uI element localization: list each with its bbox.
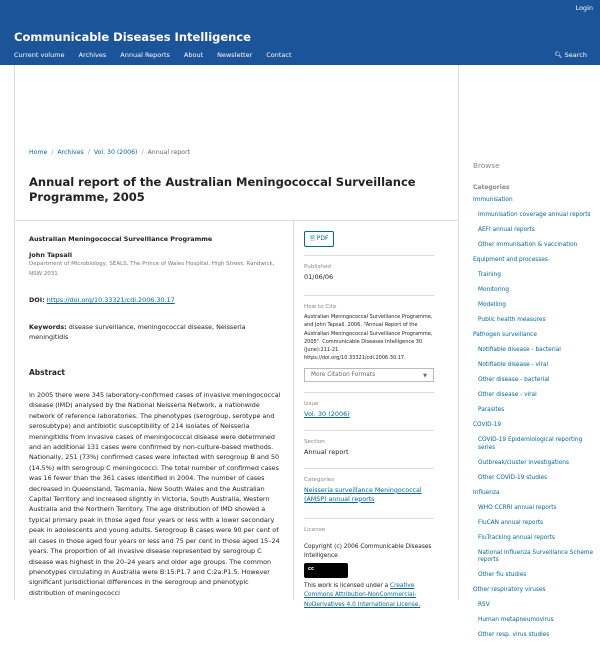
breadcrumb-separator: /	[51, 149, 54, 156]
nav-item-current-volume[interactable]: Current volume	[14, 51, 65, 59]
cc-license-badge[interactable]	[304, 563, 348, 578]
main-nav	[14, 51, 292, 59]
keywords-value: disease surveillance, meningococcal disease, Neisseria meningitidis	[29, 323, 246, 341]
sidebar-item[interactable]: Other disease - viral	[478, 392, 537, 398]
published-label: Published	[304, 264, 331, 270]
sidebar-item[interactable]: COVID-19 Epidemiological reporting series	[478, 437, 583, 451]
published-date: 01/06/06	[304, 273, 334, 281]
sidebar-item[interactable]: Human metapneumovirus	[478, 617, 554, 624]
abstract-heading: Abstract	[29, 368, 66, 377]
pdf-button[interactable]	[304, 231, 334, 247]
keywords-label: Keywords:	[29, 323, 67, 331]
breadcrumb	[29, 149, 190, 156]
license-label: License	[304, 526, 326, 533]
sidebar-item[interactable]: Training	[478, 272, 501, 278]
nav-item-newsletter[interactable]: Newsletter	[217, 51, 253, 59]
sidebar-item[interactable]: FluCAN annual reports	[478, 519, 544, 526]
sidebar-item[interactable]: National Influenza Surveillance Scheme reports	[478, 549, 594, 564]
search-label: Search	[564, 51, 587, 59]
nav-item-about[interactable]: About	[183, 51, 204, 59]
sidebar-item[interactable]: Notifiable disease - bacterial	[478, 347, 561, 353]
breadcrumb-item[interactable]: Home	[29, 149, 48, 156]
sidebar-heading: Browse	[473, 161, 500, 170]
category-link[interactable]: Neisseria surveillance Meningococcal (AMSP) annual reports	[304, 486, 422, 503]
cc-icon: cc	[308, 565, 314, 572]
doi-row	[29, 296, 281, 304]
chevron-down-icon: ▼	[423, 372, 427, 379]
file-icon: 🗎︎	[310, 235, 315, 242]
article-main	[14, 65, 459, 608]
breadcrumb-item: Annual report	[147, 149, 190, 156]
citation-text: Australian Meningococcal Surveillance Programme, and John Tapsall. 2006. "Annual Report of the Australian Meningococcal Surveillance Programme, 2005". Communicable Diseases Intelligence 30 (June):211-21. https://doi.org/10.33321/cdi.2006.30.17.	[304, 314, 433, 362]
nav-item-contact[interactable]: Contact	[266, 51, 292, 59]
nav-item-archives[interactable]: Archives	[78, 51, 107, 59]
nav-item-annual-reports[interactable]: Annual Reports	[120, 51, 170, 59]
citation-formats-label: More Citation Formats	[311, 371, 376, 378]
sidebar-item[interactable]: FluTracking annual reports	[478, 534, 555, 541]
sidebar-item[interactable]: Pathogen surveillance	[473, 332, 537, 338]
doi-label: DOI:	[29, 296, 45, 304]
sidebar-item[interactable]: Monitoring	[478, 287, 509, 293]
author-affiliation: Department of Microbiology, SEALS, The Prince of Wales Hospital, High Street, Randwick, NSW 2031	[29, 261, 275, 277]
sidebar-item[interactable]: Parasites	[478, 407, 505, 413]
sidebar-item[interactable]: Influenza	[473, 489, 500, 496]
site-title[interactable]: Communicable Diseases Intelligence	[14, 30, 251, 44]
article-entry	[29, 235, 281, 598]
cite-label: How to Cite	[304, 304, 337, 310]
author-name: John Tapsall	[29, 251, 73, 259]
copyright-text: Copyright (c) 2006 Communicable Diseases Intelligence	[304, 543, 432, 559]
sidebar	[459, 65, 600, 647]
sidebar-item[interactable]: Immunisation coverage annual reports	[478, 212, 591, 218]
issue-label: Issue	[304, 400, 319, 407]
section-label: Section	[304, 438, 325, 445]
breadcrumb-separator: /	[87, 149, 90, 156]
sidebar-category-list	[473, 197, 600, 640]
issue-link[interactable]: Vol. 30 (2006)	[304, 409, 350, 418]
author-group: Australian Meningococcal Surveillance Programme	[29, 235, 213, 243]
breadcrumb-item[interactable]: Archives	[57, 149, 84, 156]
license-link[interactable]: Creative Commons Attribution-NonCommercial-NoDerivatives 4.0 International License.	[304, 582, 421, 608]
sidebar-item[interactable]: Modelling	[478, 302, 506, 308]
divider	[15, 220, 458, 221]
sidebar-item[interactable]: Other respiratory viruses	[473, 587, 546, 594]
search-icon: 🔍︎	[554, 51, 563, 59]
sidebar-item[interactable]: Outbreak/cluster investigations	[478, 459, 569, 466]
sidebar-item[interactable]: WHO CCRRI annual reports	[478, 504, 557, 511]
sidebar-item[interactable]: Immunisation	[473, 197, 513, 203]
license-text	[304, 582, 434, 611]
doi-link[interactable]: https://doi.org/10.33321/cdi.2006.30.17	[46, 296, 175, 304]
sidebar-item[interactable]: Other disease - bacterial	[478, 377, 550, 383]
sidebar-item[interactable]: RSV	[478, 602, 490, 609]
abstract-text: In 2005 there were 345 laboratory-confirmed cases of invasive meningococcal disease (IMD) analysed by the National Neisseria Network, a nationwide network of reference laboratories. The phenotypes (serogroup, serotype and serosubtype) and antibiotic susceptibility of 214 isolates of Neisseria meningitidis from invasive cases of meningococcal disease were determined and an additional 131 cases were confirmed by non-culture-based methods. Nationally, 251 (73%) confirmed cases were infected with serogroup B and 50 (14.5%) with serogroup C meningococci. The total number of confirmed cases was 16 fewer than the 361 cases identified in 2004. The number of cases decreased in Queensland, Tasmania, New South Wales and the Australian Capital Territory and increased slightly in Victoria, South Australia, Western Australia and the Northern Territory. The age distribution of IMD showed a typical primary peak in those aged four years or less with a lower secondary peak in adolescents and young adults. Serogroup B cases were 90 per cent of all cases in those aged four years or less and 75 per cent in those aged 15–24 years. The proportion of all invasive disease represented by serogroup C disease was highest in the 20–24 years and older age groups. The common phenotypes circulating in Australia were B:15:P1.7 and C:2a:P1.5. However significant jurisdictional differences in the serogroup and phenotypic distribution of meningococci	[29, 391, 281, 597]
sidebar-item[interactable]: COVID-19	[473, 422, 502, 428]
sidebar-item[interactable]: Equipment and processes	[473, 257, 548, 263]
sidebar-item[interactable]: Other flu studies	[478, 572, 527, 579]
breadcrumb-item[interactable]: Vol. 30 (2006)	[93, 149, 138, 156]
search-link[interactable]	[554, 51, 587, 59]
login-link[interactable]: Login	[575, 4, 593, 12]
pdf-label: PDF	[316, 235, 329, 242]
section-value: Annual report	[304, 447, 349, 456]
sidebar-item[interactable]: Other resp. virus studies	[478, 632, 550, 639]
sidebar-item[interactable]: AEFI annual reports	[478, 227, 535, 233]
sidebar-item[interactable]: Other immunisation & vaccination	[478, 242, 578, 248]
sidebar-item[interactable]: Other COVID-19 studies	[478, 474, 548, 481]
breadcrumb-separator: /	[141, 149, 144, 156]
site-header	[0, 0, 600, 65]
license-prefix: This work is licensed under a	[304, 582, 389, 589]
sidebar-categories-label: Categories	[473, 184, 510, 191]
keywords-row	[29, 322, 281, 342]
citation-formats-dropdown[interactable]	[304, 368, 434, 382]
categories-label: Categories	[304, 476, 335, 483]
sidebar-item[interactable]: Notifiable disease - viral	[478, 362, 549, 368]
sidebar-item[interactable]: Public health measures	[478, 317, 546, 323]
column-divider	[293, 220, 294, 600]
page-title: Annual report of the Australian Meningococcal Surveillance Programme, 2005	[29, 175, 416, 204]
article-details	[304, 231, 434, 610]
